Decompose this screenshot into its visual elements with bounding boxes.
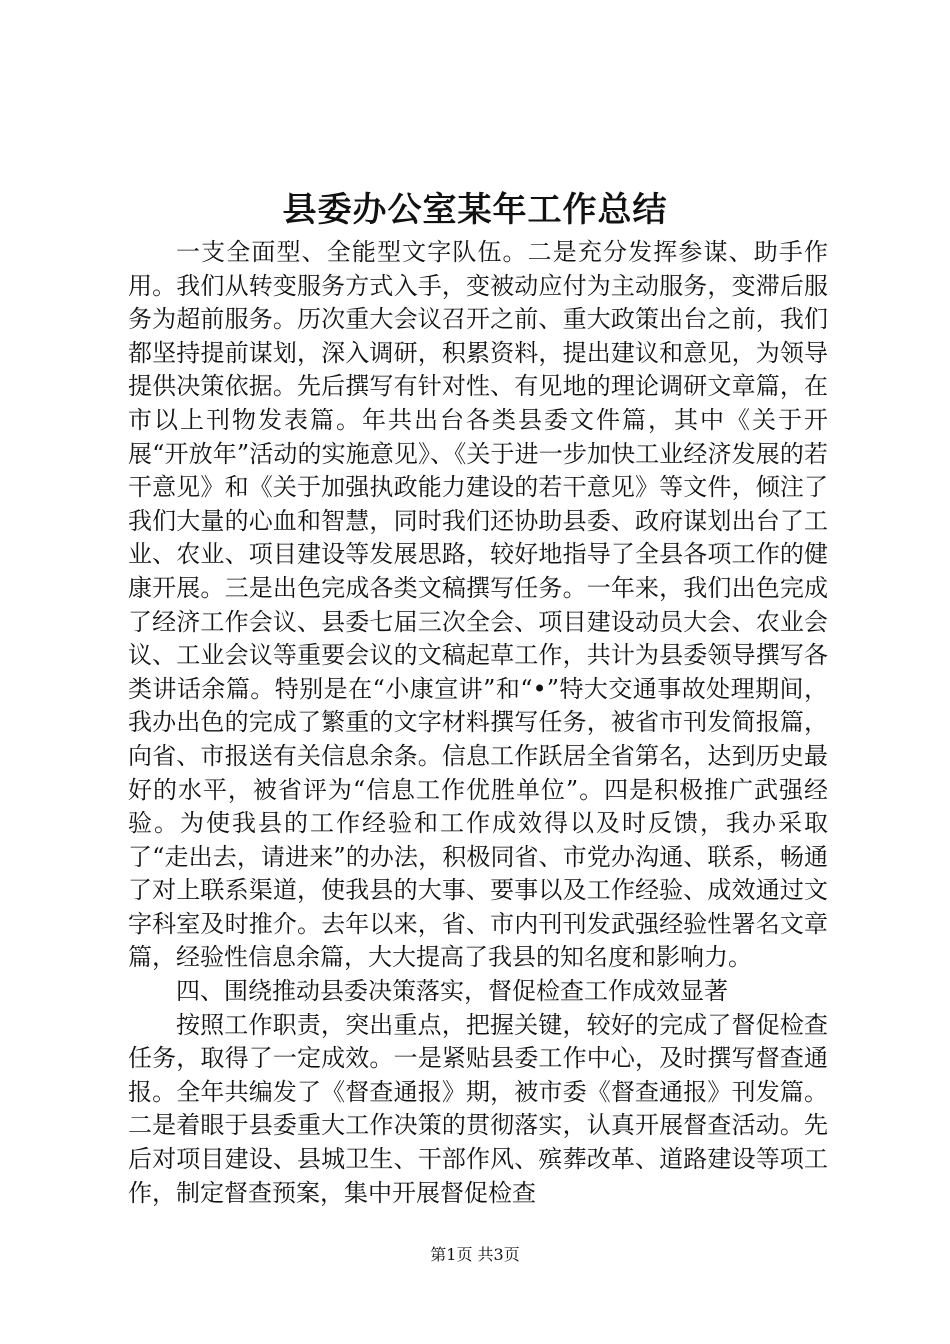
section-heading-4: 四、围绕推动县委决策落实，督促检查工作成效显著 <box>176 977 728 1006</box>
paragraph-1: 一支全面型、全能型文字队伍。二是充分发挥参谋、助手作用。我们从转变服务方式入手，变被动应付为主动服务，变滞后服务为超前服务。历次重大会议召开之前、重大政策出台之前，我们都坚持提前谋划，深入调研，积累资料，提出建议和意见，为领导提供决策依据。先后撰写有针对性、有见地的理论调研文章篇，在市以上刊物发表篇。年共出台各类县委文件篇，其中《关于开展“开放年”活动的实施意见》、《关于进一步加快工业经济发展的若干意见》和《关于加强执政能力建设的若干意见》等文件，倾注了我们大量的心血和智慧，同时我们还协助县委、政府谋划出台了工业、农业、项目建设等发展思路，较好地指导了全县各项工作的健康开展。三是出色完成各类文稿撰写任务。一年来，我们出色完成了经济工作会议、县委七届三次全会、项目建设动员大会、农业会议、工业会议等重要会议的文稿起草工作，共计为县委领导撰写各类讲话余篇。特别是在“小康宣讲”和“•”特大交通事故处理期间，我办出色的完成了繁重的文字材料撰写任务，被省市刊发简报篇，向省、市报送有关信息余条。信息工作跃居全省第名，达到历史最好的水平，被省评为“信息工作优胜单位”。四是积极推广武强经验。为使我县的工作经验和工作成效得以及时反馈，我办采取了“走出去，请进来”的办法，积极同省、市党办沟通、联系，畅通了对上联系渠道，使我县的大事、要事以及工作经验、成效通过文字科室及时推介。去年以来，省、市内刊刊发武强经验性署名文章篇，经验性信息余篇，大大提高了我县的知名度和影响力。 <box>128 238 828 972</box>
page-footer: 第1页 共3页 <box>430 1245 520 1264</box>
paragraph-2: 按照工作职责，突出重点，把握关键，较好的完成了督促检查任务，取得了一定成效。一是紧贴县委工作中心，及时撰写督查通报。全年共编发了《督查通报》期，被市委《督查通报》刊发篇。二是着眼于县委重大工作决策的贯彻落实，认真开展督查活动。先后对项目建设、县城卫生、干部作风、殡葬改革、道路建设等项工作，制定督查预案，集中开展督促检查 <box>128 1010 828 1207</box>
document-title: 县委办公室某年工作总结 <box>282 190 668 230</box>
document-body <box>128 236 828 1210</box>
